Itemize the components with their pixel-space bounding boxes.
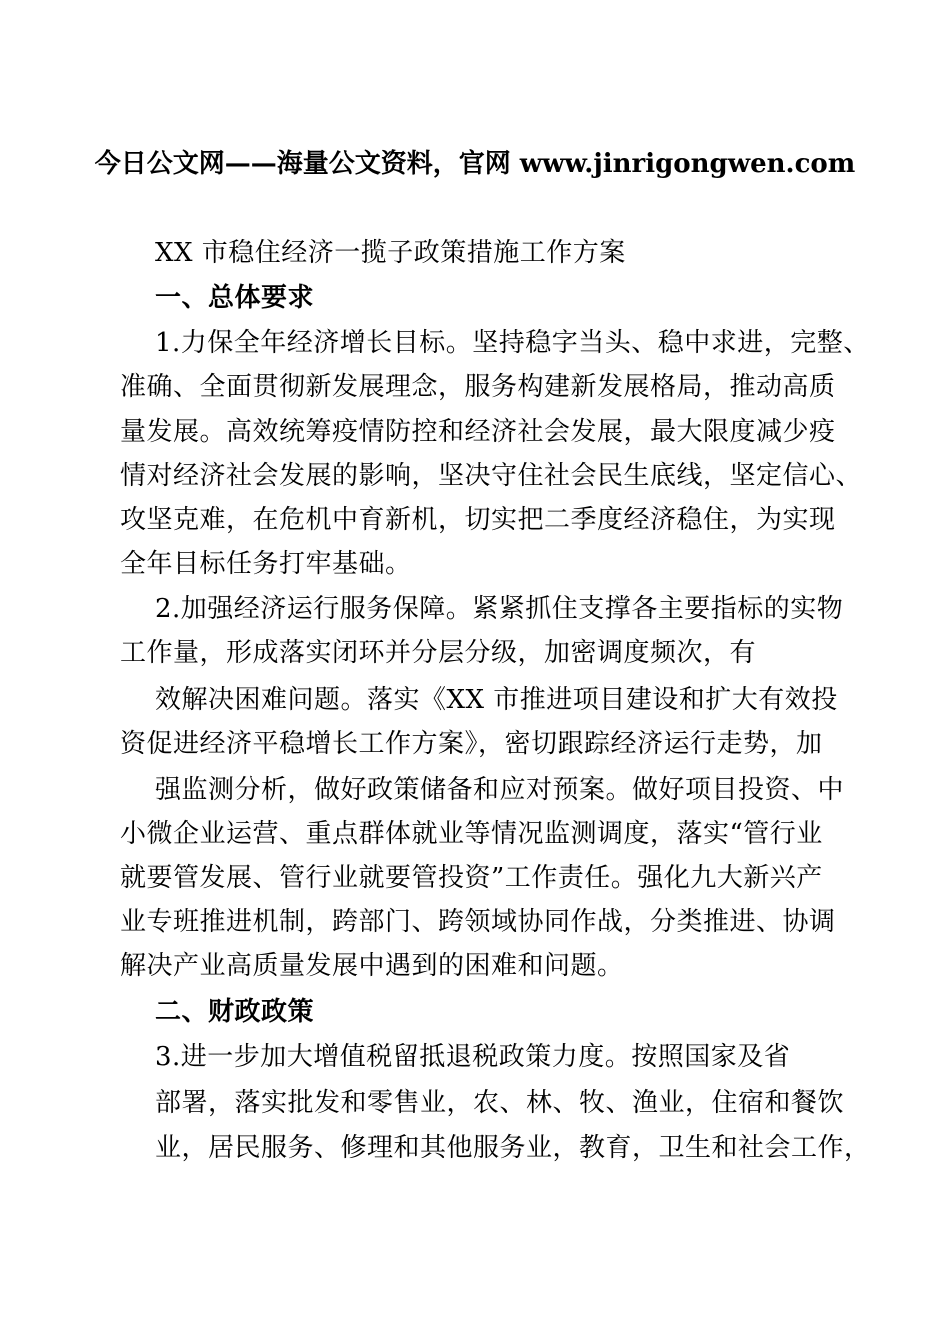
paragraph-2-line: 业专班推进机制，跨部门、跨领域协同作战，分类推进、协调 <box>120 907 836 937</box>
paragraph-2-line: 工作量，形成落实闭环并分层分级，加密调度频次，有 <box>120 638 757 668</box>
paragraph-3-line: 部署，落实批发和零售业，农、林、牧、渔业，住宿和餐饮 <box>155 1088 845 1118</box>
paragraph-2-line: 就要管发展、管行业就要管投资”工作责任。强化九大新兴产 <box>120 863 823 893</box>
paragraph-2-line: 效解决困难问题。落实《XX 市推进项目建设和扩大有效投 <box>155 685 838 715</box>
paragraph-3-line: 业，居民服务、修理和其他服务业，教育，卫生和社会工作， <box>155 1133 871 1163</box>
site-header: 今日公文网——海量公文资料，官网 www.jinrigongwen.com <box>94 149 856 179</box>
paragraph-1-line: 攻坚克难，在危机中育新机，切实把二季度经济稳住，为实现 <box>120 505 836 535</box>
paragraph-2-line: 强监测分析，做好政策储备和应对预案。做好项目投资、中 <box>155 775 845 805</box>
section-heading-2: 二、财政政策 <box>155 997 315 1027</box>
paragraph-2-line: 2.加强经济运行服务保障。紧紧抓住支撑各主要指标的实物 <box>155 594 844 624</box>
paragraph-2-line: 资促进经济平稳增长工作方案》，密切跟踪经济运行走势，加 <box>120 729 823 759</box>
paragraph-1-line: 全年目标任务打牢基础。 <box>120 549 412 579</box>
paragraph-1-line: 准确、全面贯彻新发展理念，服务构建新发展格局，推动高质 <box>120 372 836 402</box>
paragraph-1-line: 1.力保全年经济增长目标。坚持稳字当头、稳中求进，完整、 <box>155 328 870 358</box>
paragraph-1-line: 量发展。高效统筹疫情防控和经济社会发展，最大限度减少疫 <box>120 417 836 447</box>
section-heading-1: 一、总体要求 <box>155 283 315 313</box>
paragraph-3-line: 3.进一步加大增值税留抵退税政策力度。按照国家及省 <box>155 1042 791 1072</box>
paragraph-2-line: 小微企业运营、重点群体就业等情况监测调度，落实“管行业 <box>120 819 823 849</box>
document-title: XX 市稳住经济一揽子政策措施工作方案 <box>155 238 626 268</box>
paragraph-1-line: 情对经济社会发展的影响，坚决守住社会民生底线，坚定信心、 <box>120 461 863 491</box>
paragraph-2-line: 解决产业高质量发展中遇到的困难和问题。 <box>120 951 624 981</box>
